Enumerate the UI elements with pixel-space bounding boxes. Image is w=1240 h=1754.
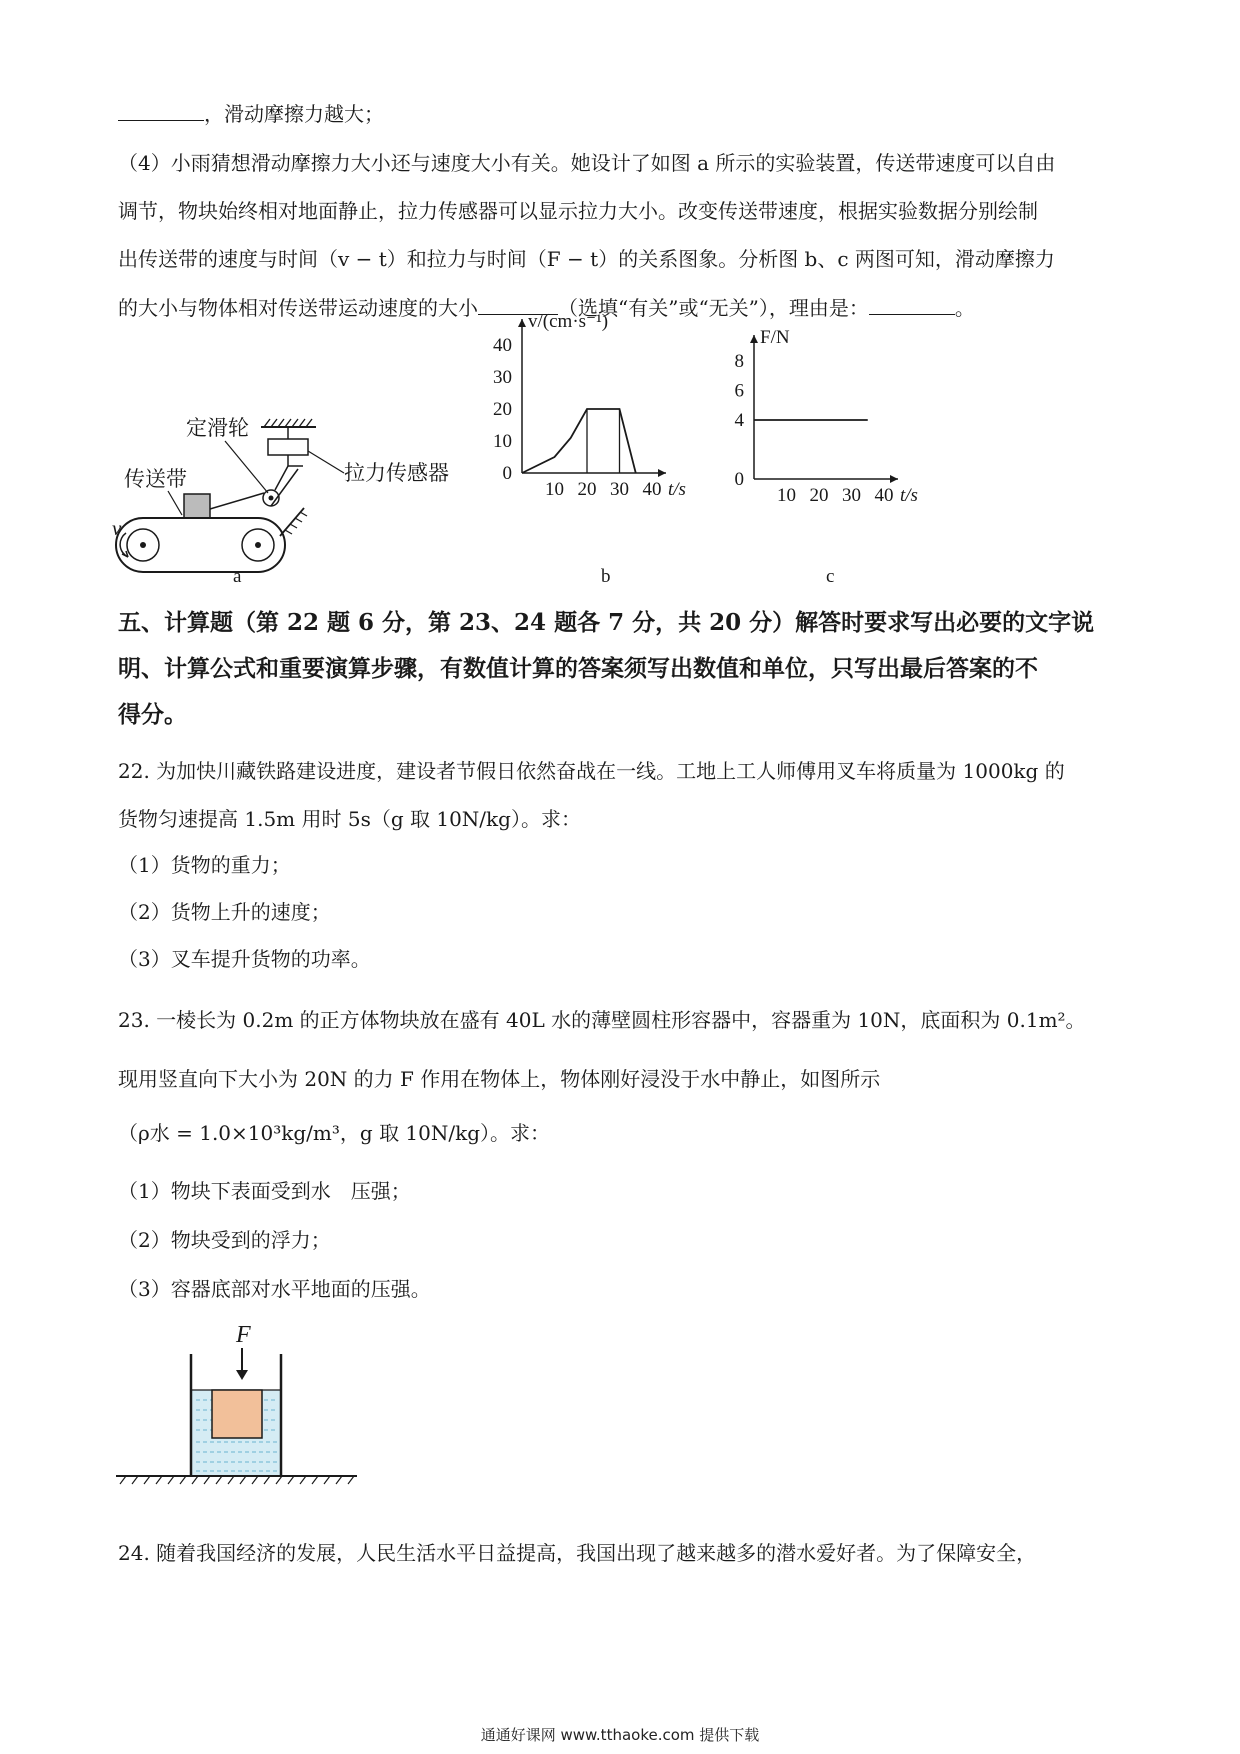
y-axis-arrow bbox=[750, 335, 758, 343]
figure-c-chart bbox=[708, 327, 938, 590]
x-tick-label: 40 bbox=[642, 479, 662, 500]
x-tick-label: 10 bbox=[777, 485, 796, 506]
q4-line-1: （4）小雨猜想滑动摩擦力大小还与速度大小有关。她设计了如图 a 所示的实验装置，传送带速度可以自由 bbox=[118, 151, 1056, 175]
answer-blank[interactable] bbox=[869, 292, 955, 315]
figure-b-chart bbox=[470, 311, 710, 590]
sensor-label: 拉力传感器 bbox=[344, 461, 449, 485]
q22-line-2: 货物匀速提高 1.5m 用时 5s（g 取 10N/kg）。求： bbox=[118, 807, 581, 831]
y-tick-label: 8 bbox=[734, 351, 744, 372]
q23-line-3: （ρ水 = 1.0×10³kg/m³，g 取 10N/kg）。求： bbox=[118, 1121, 551, 1145]
y-tick-label: 30 bbox=[493, 367, 512, 388]
q22-sub-1: （1）货物的重力； bbox=[118, 853, 291, 877]
series-line bbox=[522, 409, 636, 473]
figure-container bbox=[112, 1318, 372, 1496]
q4-line-4-mid: （选填“有关”或“无关”），理由是： bbox=[558, 296, 869, 320]
q23-line-1: 23. 一棱长为 0.2m 的正方体物块放在盛有 40L 水的薄壁圆柱形容器中，容器重为 10N，底面积为 0.1m²。 bbox=[118, 1008, 1086, 1032]
y-tick-label: 6 bbox=[734, 380, 744, 402]
y-axis-label: v/(cm·s⁻¹) bbox=[528, 311, 609, 332]
q23-sub-2: （2）物块受到的浮力； bbox=[118, 1228, 331, 1252]
q23-line-2: 现用竖直向下大小为 20N 的力 F 作用在物体上，物体刚好浸没于水中静止，如图所示 bbox=[118, 1067, 881, 1091]
q4-line-4-start: 的大小与物体相对传送带运动速度的大小 bbox=[118, 296, 478, 320]
figure-a-apparatus bbox=[108, 405, 488, 590]
pulley-label: 定滑轮 bbox=[186, 416, 249, 440]
q22-sub-2: （2）货物上升的速度； bbox=[118, 900, 331, 924]
answer-blank[interactable] bbox=[118, 98, 204, 121]
velocity-label: v bbox=[112, 516, 122, 540]
x-tick-label: 30 bbox=[610, 479, 629, 500]
q4-line-2: 调节，物块始终相对地面静止，拉力传感器可以显示拉力大小。改变传送带速度，根据实验数据分别绘制 bbox=[118, 199, 1038, 223]
x-tick-label: 20 bbox=[809, 485, 829, 506]
figure-a-caption: a bbox=[233, 566, 242, 587]
q22-sub-3: （3）叉车提升货物的功率。 bbox=[118, 947, 371, 971]
q23-sub-1: （1）物块下表面受到水 压强； bbox=[118, 1179, 411, 1203]
x-tick-label: 10 bbox=[545, 479, 564, 500]
y-tick-label: 40 bbox=[493, 335, 512, 356]
q4-line-4-end: 。 bbox=[954, 296, 975, 320]
belt-label: 传送带 bbox=[124, 467, 187, 491]
y-axis-label: F/N bbox=[760, 327, 790, 348]
q3-tail-text: ，滑动摩擦力越大； bbox=[204, 102, 384, 126]
q24-line-1: 24. 随着我国经济的发展，人民生活水平日益提高，我国出现了越来越多的潜水爱好者。为了保障安全， bbox=[118, 1541, 1037, 1565]
force-label: F bbox=[236, 1322, 251, 1348]
section5-line-3: 得分。 bbox=[118, 701, 187, 728]
x-tick-label: 40 bbox=[874, 485, 894, 506]
q3-tail-line bbox=[118, 98, 384, 129]
x-axis-arrow bbox=[658, 469, 666, 477]
page-footer: 通通好课网 www.tthaoke.com 提供下载 bbox=[480, 1726, 760, 1744]
y-tick-label: 0 bbox=[734, 469, 744, 490]
q4-line-3: 出传送带的速度与时间（v − t）和拉力与时间（F − t）的关系图象。分析图 b、c 两图可知，滑动摩擦力 bbox=[118, 247, 1055, 271]
x-axis-label: t/s bbox=[900, 485, 918, 506]
section5-line-1: 五、计算题（第 22 题 6 分，第 23、24 题各 7 分，共 20 分）解答时要求写出必要的文字说 bbox=[118, 609, 1095, 636]
x-axis-label: t/s bbox=[668, 479, 686, 500]
x-axis-arrow bbox=[890, 475, 898, 483]
y-tick-label: 20 bbox=[493, 399, 512, 420]
q23-sub-3: （3）容器底部对水平地面的压强。 bbox=[118, 1277, 431, 1301]
q22-line-1: 22. 为加快川藏铁路建设进度，建设者节假日依然奋战在一线。工地上工人师傅用叉车将质量为 1000kg 的 bbox=[118, 759, 1065, 783]
section5-line-2: 明、计算公式和重要演算步骤，有数值计算的答案须写出数值和单位，只写出最后答案的不 bbox=[118, 655, 1038, 682]
y-tick-label: 10 bbox=[493, 431, 512, 452]
y-tick-label: 4 bbox=[734, 410, 744, 431]
y-tick-label: 0 bbox=[502, 463, 512, 484]
figure-b-caption: b bbox=[601, 566, 611, 587]
x-tick-label: 20 bbox=[577, 479, 597, 500]
figure-c-caption: c bbox=[826, 566, 835, 587]
x-tick-label: 30 bbox=[842, 485, 861, 506]
